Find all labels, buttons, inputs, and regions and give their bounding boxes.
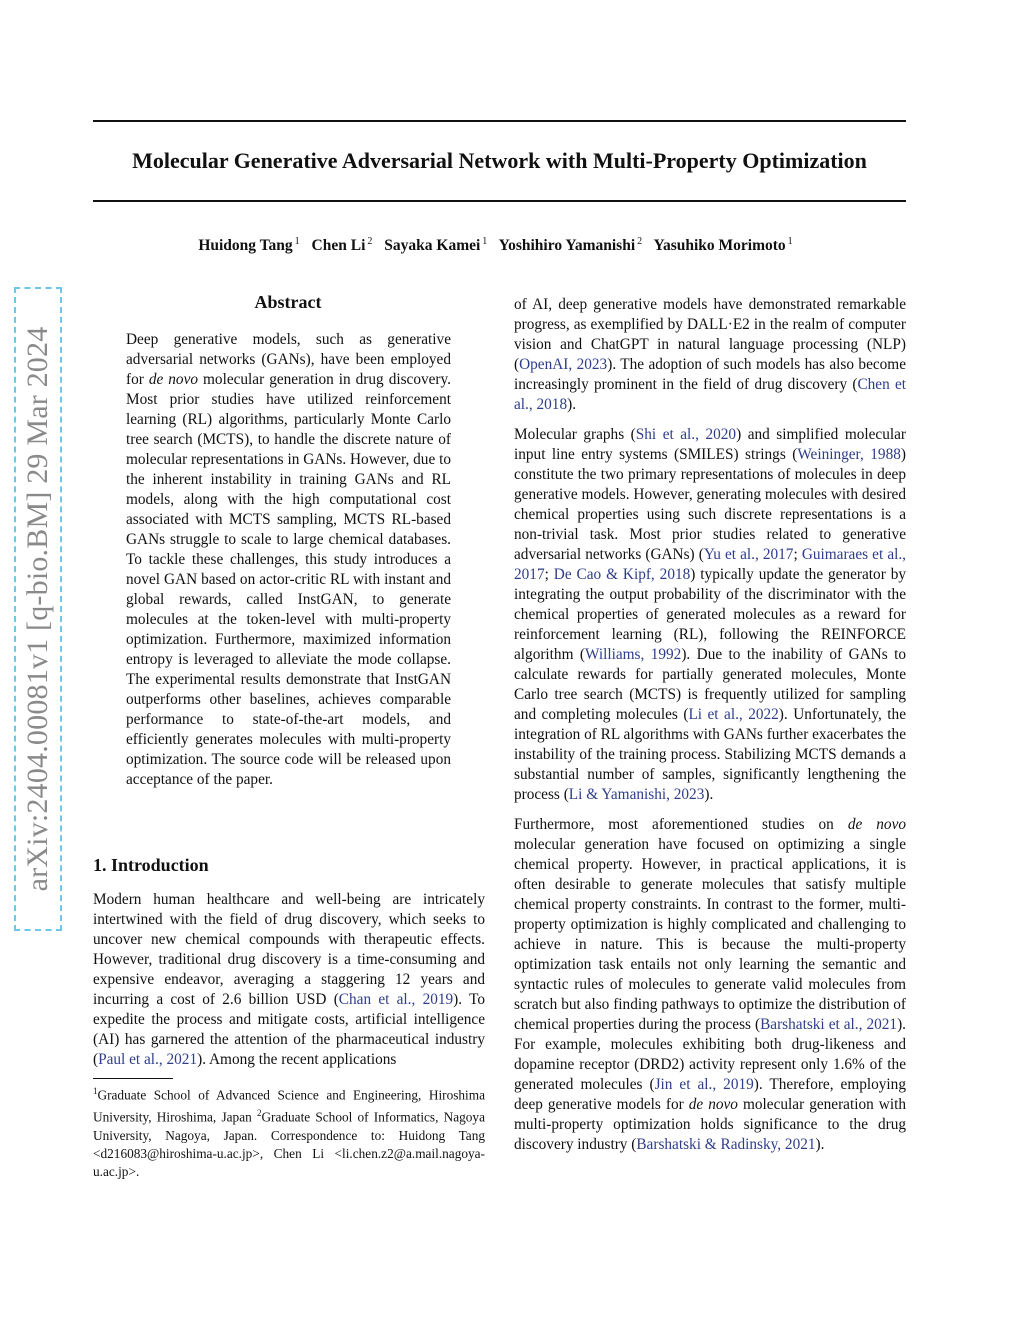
paragraph-text: molecular generation have focused on optimizing a single chemical property. However, in practical applications, it is often desirable to generate molecules that satisfy multiple chemical property constraints. In contrast to the former, multi-property optimization is highly complicated and challenging to achieve in nature. This is because the multi-property optimization task entails not only learning the semantic and syntactic rules of molecules to generate valid molecules from scratch but also finding pathways to optimize the distribution of chemical properties during the process ( <box>514 836 906 1033</box>
paragraph-text: ). <box>815 1136 825 1153</box>
abstract-text: molecular generation in drug discovery. Most prior studies have utilized reinforcement learning (RL) algorithms, particularly Monte Carlo tree search (MCTS), to handle the discrete nature of molecular representations in GANs. However, due to the inherent instability in training GANs and RL models, along with the high computational cost associated with MCTS sampling, MCTS RL-based GANs struggle to scale to large chemical databases. To tackle these challenges, this study introduces a novel GAN based on actor-critic RL with instant and global rewards, called InstGAN, to generate molecules at the token-level with multi-property optimization. Furthermore, maximized information entropy is leveraged to alleviate the mode collapse. The experimental results demonstrate that InstGAN outperforms other baselines, achieves comparable performance to state-of-the-art models, and efficiently generates molecules with multi-property optimization. The source code will be released upon acceptance of the paper. <box>126 371 451 788</box>
paragraph-text: ) constitute the two primary representations of molecules in deep generative models. However, generating molecules with desired chemical properties using such discrete representations is a non-trivial task. Most prior studies related to generative adversarial networks (GANs) ( <box>514 446 906 563</box>
paragraph-text: Modern human healthcare and well-being are intricately intertwined with the field of drug discovery, which seeks to uncover new chemical compounds with therapeutic effects. However, traditional drug discovery is a time-consuming and expensive endeavor, averaging a staggering 12 years and incurring a cost of 2.6 billion USD ( <box>93 891 485 1008</box>
footnote-rule <box>93 1078 173 1079</box>
paragraph-text: ). Unfortunately, the integration of RL algorithms with GANs further exacerbates the instability of the training process. Stabilizing MCTS demands a substantial number of samples, significantly lengthening the process ( <box>514 706 906 803</box>
paragraph-text: molecular generation with multi-property optimization holds significance to the drug discovery industry ( <box>514 1096 906 1153</box>
author-name: Huidong Tang <box>198 237 293 255</box>
paragraph-text: ). <box>567 396 577 413</box>
author-affiliation: 1 <box>294 236 300 247</box>
math-percent: 1.6% <box>832 1056 865 1073</box>
affiliation-footnote <box>93 1082 485 1181</box>
citation-link[interactable]: Yu et al., 2017 <box>703 546 794 563</box>
paragraph <box>93 890 485 1070</box>
author-list <box>93 236 906 255</box>
paragraph-text: Furthermore, most aforementioned studies on <box>514 816 848 833</box>
abstract-body <box>126 330 451 790</box>
citation-link[interactable]: Chan et al., 2019 <box>338 991 454 1008</box>
footnote-text: Graduate School of Advanced Science and Engineering, Hiroshima University, Hiroshima, Japan <box>93 1087 485 1125</box>
paragraph-text: ). To expedite the process and mitigate costs, artificial intelligence (AI) has garnered the attention of the pharmaceutical industry ( <box>93 991 485 1068</box>
paragraph-text: ). Due to the inability of GANs to calculate rewards for partially generated molecules, Monte Carlo tree search (MCTS) is frequently utilized for sampling and completing molecules ( <box>514 646 906 723</box>
arxiv-stamp[interactable]: arXiv:2404.00081v1 [q-bio.BM] 29 Mar 2024 <box>21 326 54 892</box>
author-affiliation: 2 <box>367 236 373 247</box>
paragraph-text: ). For example, molecules exhibiting both drug-likeness and dopamine receptor (DRD2) activity represent only <box>514 1016 906 1073</box>
citation-link[interactable]: Williams, 1992 <box>585 646 682 663</box>
section-heading-introduction: 1. Introduction <box>93 855 209 875</box>
citation-link[interactable]: Guimaraes et al., 2017 <box>514 546 907 583</box>
math-de-novo: de novo <box>847 816 907 833</box>
citation-link[interactable]: Chen et al., 2018 <box>514 376 906 413</box>
author-name: Sayaka Kamei <box>384 237 481 255</box>
citation-link[interactable]: Shi et al., 2020 <box>635 426 737 443</box>
author-name: Chen Li <box>311 237 366 255</box>
citation-link[interactable]: Weininger, 1988 <box>797 446 901 463</box>
paragraph-text: Molecular graphs ( <box>514 426 636 443</box>
abstract-heading: Abstract <box>254 292 322 312</box>
footnote-marker: 1 <box>93 1086 98 1096</box>
footnote-text: Graduate School of Informatics, Nagoya University, Nagoya, Japan. Correspondence to: Huidong Tang <d216083@hiroshima-u.ac.jp>, Chen Li <li.chen.z2@a.mail.nagoya-u.ac.jp>. <box>93 1109 485 1179</box>
paper-title: Molecular Generative Adversarial Network with Multi-Property Optimization <box>132 148 867 173</box>
math-de-novo: de novo <box>148 371 199 388</box>
paragraph-text: ). The adoption of such models has also become increasingly prominent in the field of drug discovery ( <box>514 356 906 393</box>
author-affiliation: 1 <box>482 236 488 247</box>
citation-link[interactable]: Barshatski et al., 2021 <box>760 1016 898 1033</box>
paragraph-text: ). Among the recent applications <box>197 1051 397 1068</box>
footnote-marker: 2 <box>256 1108 262 1119</box>
citation-link[interactable]: Jin et al., 2019 <box>654 1076 754 1093</box>
citation-separator: ; <box>544 566 554 583</box>
paragraph <box>514 815 906 1155</box>
citation-link[interactable]: Paul et al., 2021 <box>98 1051 198 1068</box>
paragraph-text: ). Therefore, employing deep generative models for <box>514 1076 906 1113</box>
citation-link[interactable]: Li & Yamanishi, 2023 <box>568 786 705 803</box>
paragraph-text: ) typically update the generator by integrating the output probability of the discriminator with the chemical properties of generated molecules as a reward for reinforcement learning (RL), following the REINFORCE algorithm ( <box>514 566 906 663</box>
author-name: Yasuhiko Morimoto <box>653 237 786 255</box>
paragraph-text: ). <box>704 786 714 803</box>
author-name: Yoshihiro Yamanishi <box>498 237 636 255</box>
intro-left-column <box>93 890 485 1070</box>
paragraph-text: ) and simplified molecular input line entry systems (SMILES) strings ( <box>514 426 907 463</box>
citation-link[interactable]: Li et al., 2022 <box>688 706 779 723</box>
intro-right-column <box>514 295 906 1165</box>
author-affiliation: 1 <box>787 236 793 247</box>
citation-link[interactable]: De Cao & Kipf, 2018 <box>553 566 691 583</box>
paragraph <box>514 295 906 415</box>
author-affiliation: 2 <box>637 236 643 247</box>
abstract-text: Deep generative models, such as generative adversarial networks (GANs), have been employed for <box>126 331 451 388</box>
math-de-novo: de novo <box>688 1096 738 1113</box>
citation-link[interactable]: Barshatski & Radinsky, 2021 <box>636 1136 816 1153</box>
paragraph-text: of the generated molecules ( <box>514 1056 906 1093</box>
top-rule <box>93 120 906 122</box>
citation-link[interactable]: OpenAI, 2023 <box>519 356 608 373</box>
paragraph <box>514 425 906 805</box>
title-bottom-rule <box>93 200 906 202</box>
citation-separator: ; <box>793 546 802 563</box>
paragraph-text: of AI, deep generative models have demonstrated remarkable progress, as exemplified by DALL·E2 in the realm of computer vision and ChatGPT in natural language processing (NLP) ( <box>514 296 906 373</box>
